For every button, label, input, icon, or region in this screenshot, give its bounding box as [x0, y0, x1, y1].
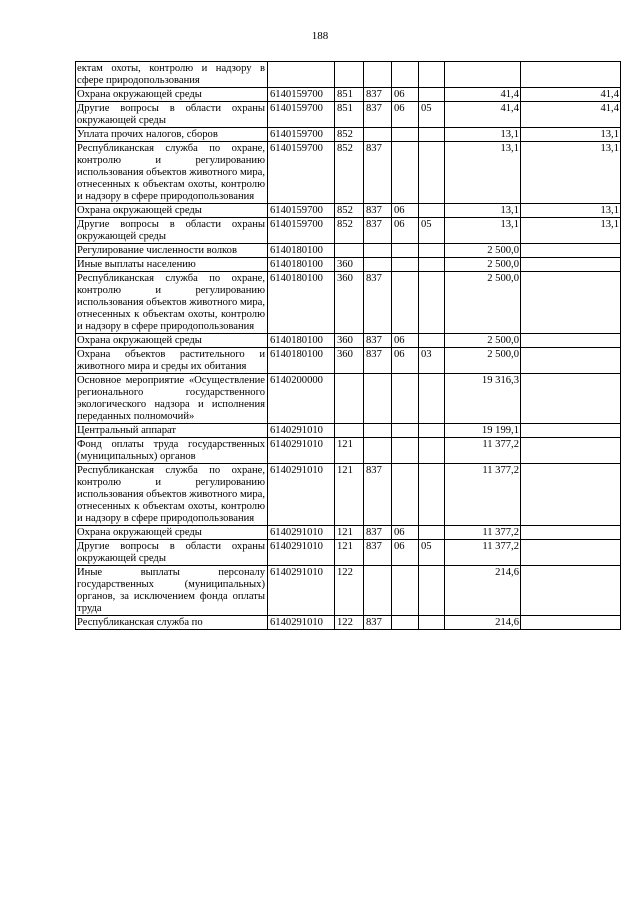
- ministry-code: [364, 258, 392, 272]
- subsection-code: [419, 258, 445, 272]
- target-code: 6140291010: [268, 616, 335, 630]
- section-code: [392, 464, 419, 526]
- amount-year-2: [521, 334, 621, 348]
- target-code: 6140159700: [268, 88, 335, 102]
- row-name: Республиканская служба по охране, контролю и регулированию использования объектов животного мира, отнесенных к объектам охоты, контролю и надзору в сфере природопользования: [76, 142, 268, 204]
- row-name: Фонд оплаты труда государственных (муниципальных) органов: [76, 438, 268, 464]
- subsection-code: [419, 464, 445, 526]
- section-code: [392, 258, 419, 272]
- amount-year-2: 13,1: [521, 142, 621, 204]
- section-code: 06: [392, 334, 419, 348]
- ministry-code: 837: [364, 464, 392, 526]
- table-row: [76, 374, 621, 424]
- amount-year-1: 2 500,0: [445, 244, 521, 258]
- section-code: 06: [392, 218, 419, 244]
- amount-year-2: [521, 374, 621, 424]
- amount-year-2: [521, 540, 621, 566]
- amount-year-1: 2 500,0: [445, 258, 521, 272]
- expense-type: 852: [335, 204, 364, 218]
- budget-table: [75, 61, 621, 630]
- ministry-code: 837: [364, 334, 392, 348]
- amount-year-1: 13,1: [445, 218, 521, 244]
- target-code: [268, 62, 335, 88]
- subsection-code: [419, 616, 445, 630]
- amount-year-2: [521, 258, 621, 272]
- expense-type: 360: [335, 272, 364, 334]
- expense-type: 360: [335, 348, 364, 374]
- ministry-code: 837: [364, 348, 392, 374]
- subsection-code: 05: [419, 540, 445, 566]
- target-code: 6140159700: [268, 128, 335, 142]
- row-name: Охрана окружающей среды: [76, 88, 268, 102]
- table-body: [76, 62, 621, 630]
- amount-year-1: 41,4: [445, 102, 521, 128]
- row-name: Иные выплаты населению: [76, 258, 268, 272]
- amount-year-1: 13,1: [445, 204, 521, 218]
- expense-type: 122: [335, 566, 364, 616]
- target-code: 6140159700: [268, 218, 335, 244]
- target-code: 6140180100: [268, 348, 335, 374]
- expense-type: 852: [335, 142, 364, 204]
- ministry-code: [364, 566, 392, 616]
- target-code: 6140291010: [268, 424, 335, 438]
- amount-year-1: 41,4: [445, 88, 521, 102]
- expense-type: [335, 244, 364, 258]
- target-code: 6140200000: [268, 374, 335, 424]
- table-row: [76, 464, 621, 526]
- expense-type: 852: [335, 218, 364, 244]
- subsection-code: [419, 438, 445, 464]
- target-code: 6140291010: [268, 438, 335, 464]
- section-code: 06: [392, 88, 419, 102]
- table-row: [76, 102, 621, 128]
- row-name: Республиканская служба по охране, контролю и регулированию использования объектов животного мира, отнесенных к объектам охоты, контролю и надзору в сфере природопользования: [76, 464, 268, 526]
- row-name: Другие вопросы в области охраны окружающей среды: [76, 102, 268, 128]
- amount-year-2: [521, 464, 621, 526]
- amount-year-1: 2 500,0: [445, 348, 521, 374]
- expense-type: 121: [335, 438, 364, 464]
- row-name: Республиканская служба по охране, контролю и регулированию использования объектов животного мира, отнесенных к объектам охоты, контролю и надзору в сфере природопользования: [76, 272, 268, 334]
- amount-year-2: [521, 348, 621, 374]
- amount-year-1: 11 377,2: [445, 438, 521, 464]
- ministry-code: [364, 128, 392, 142]
- amount-year-2: 41,4: [521, 102, 621, 128]
- table-row: [76, 526, 621, 540]
- target-code: 6140291010: [268, 540, 335, 566]
- ministry-code: 837: [364, 218, 392, 244]
- table-row: [76, 244, 621, 258]
- table-row: [76, 424, 621, 438]
- amount-year-2: [521, 272, 621, 334]
- target-code: 6140180100: [268, 272, 335, 334]
- table-row: [76, 348, 621, 374]
- section-code: [392, 142, 419, 204]
- target-code: 6140291010: [268, 566, 335, 616]
- expense-type: 121: [335, 526, 364, 540]
- subsection-code: [419, 244, 445, 258]
- ministry-code: 837: [364, 616, 392, 630]
- row-name: Охрана объектов растительного и животного мира и среды их обитания: [76, 348, 268, 374]
- amount-year-2: 13,1: [521, 128, 621, 142]
- section-code: [392, 62, 419, 88]
- amount-year-2: [521, 244, 621, 258]
- section-code: [392, 438, 419, 464]
- amount-year-1: 2 500,0: [445, 272, 521, 334]
- ministry-code: [364, 438, 392, 464]
- amount-year-1: 19 316,3: [445, 374, 521, 424]
- subsection-code: [419, 204, 445, 218]
- ministry-code: 837: [364, 88, 392, 102]
- ministry-code: [364, 244, 392, 258]
- amount-year-2: [521, 566, 621, 616]
- row-name: Охрана окружающей среды: [76, 204, 268, 218]
- row-name: Основное мероприятие «Осуществление регионального государственного экологического надзора и исполнения переданных полномочий»: [76, 374, 268, 424]
- subsection-code: [419, 128, 445, 142]
- subsection-code: [419, 272, 445, 334]
- expense-type: 360: [335, 334, 364, 348]
- subsection-code: 03: [419, 348, 445, 374]
- section-code: 06: [392, 102, 419, 128]
- expense-type: 852: [335, 128, 364, 142]
- expense-type: 121: [335, 540, 364, 566]
- expense-type: 360: [335, 258, 364, 272]
- amount-year-1: [445, 62, 521, 88]
- target-code: 6140159700: [268, 142, 335, 204]
- expense-type: 122: [335, 616, 364, 630]
- ministry-code: 837: [364, 204, 392, 218]
- target-code: 6140159700: [268, 204, 335, 218]
- section-code: [392, 272, 419, 334]
- subsection-code: 05: [419, 218, 445, 244]
- row-name: Другие вопросы в области охраны окружающей среды: [76, 218, 268, 244]
- target-code: 6140180100: [268, 258, 335, 272]
- ministry-code: [364, 374, 392, 424]
- row-name: Регулирование численности волков: [76, 244, 268, 258]
- amount-year-2: 13,1: [521, 204, 621, 218]
- target-code: 6140291010: [268, 464, 335, 526]
- amount-year-2: [521, 438, 621, 464]
- row-name: Центральный аппарат: [76, 424, 268, 438]
- ministry-code: 837: [364, 102, 392, 128]
- amount-year-2: 13,1: [521, 218, 621, 244]
- ministry-code: [364, 424, 392, 438]
- expense-type: [335, 62, 364, 88]
- row-name: ектам охоты, контролю и надзору в сфере природопользования: [76, 62, 268, 88]
- amount-year-1: 13,1: [445, 142, 521, 204]
- table-row: [76, 540, 621, 566]
- subsection-code: [419, 88, 445, 102]
- section-code: [392, 424, 419, 438]
- expense-type: 121: [335, 464, 364, 526]
- section-code: [392, 616, 419, 630]
- amount-year-1: 11 377,2: [445, 540, 521, 566]
- table-row: [76, 438, 621, 464]
- ministry-code: 837: [364, 142, 392, 204]
- amount-year-2: [521, 424, 621, 438]
- ministry-code: [364, 62, 392, 88]
- section-code: [392, 128, 419, 142]
- table-row: [76, 88, 621, 102]
- amount-year-2: [521, 526, 621, 540]
- ministry-code: 837: [364, 272, 392, 334]
- table-row: [76, 566, 621, 616]
- section-code: [392, 374, 419, 424]
- expense-type: [335, 424, 364, 438]
- row-name: Охрана окружающей среды: [76, 526, 268, 540]
- table-row: [76, 128, 621, 142]
- section-code: [392, 244, 419, 258]
- table-row: [76, 334, 621, 348]
- section-code: 06: [392, 348, 419, 374]
- table-row: [76, 272, 621, 334]
- amount-year-1: 214,6: [445, 566, 521, 616]
- subsection-code: [419, 62, 445, 88]
- target-code: 6140159700: [268, 102, 335, 128]
- ministry-code: 837: [364, 526, 392, 540]
- row-name: Республиканская служба по: [76, 616, 268, 630]
- section-code: [392, 566, 419, 616]
- amount-year-1: 13,1: [445, 128, 521, 142]
- table-row: [76, 218, 621, 244]
- subsection-code: 05: [419, 102, 445, 128]
- amount-year-1: 214,6: [445, 616, 521, 630]
- page-number: 188: [311, 30, 329, 42]
- subsection-code: [419, 334, 445, 348]
- row-name: Уплата прочих налогов, сборов: [76, 128, 268, 142]
- amount-year-2: 41,4: [521, 88, 621, 102]
- table-row: [76, 616, 621, 630]
- section-code: 06: [392, 526, 419, 540]
- amount-year-1: 11 377,2: [445, 526, 521, 540]
- ministry-code: 837: [364, 540, 392, 566]
- section-code: 06: [392, 540, 419, 566]
- target-code: 6140291010: [268, 526, 335, 540]
- section-code: 06: [392, 204, 419, 218]
- table-row: [76, 142, 621, 204]
- expense-type: 851: [335, 102, 364, 128]
- amount-year-1: 19 199,1: [445, 424, 521, 438]
- amount-year-1: 2 500,0: [445, 334, 521, 348]
- subsection-code: [419, 566, 445, 616]
- amount-year-2: [521, 616, 621, 630]
- amount-year-1: 11 377,2: [445, 464, 521, 526]
- table-row: [76, 258, 621, 272]
- subsection-code: [419, 526, 445, 540]
- table-row: [76, 204, 621, 218]
- row-name: Охрана окружающей среды: [76, 334, 268, 348]
- subsection-code: [419, 142, 445, 204]
- expense-type: [335, 374, 364, 424]
- target-code: 6140180100: [268, 334, 335, 348]
- amount-year-2: [521, 62, 621, 88]
- row-name: Другие вопросы в области охраны окружающей среды: [76, 540, 268, 566]
- row-name: Иные выплаты персоналу государственных (муниципальных) органов, за исключением фонда оплаты труда: [76, 566, 268, 616]
- expense-type: 851: [335, 88, 364, 102]
- subsection-code: [419, 424, 445, 438]
- target-code: 6140180100: [268, 244, 335, 258]
- subsection-code: [419, 374, 445, 424]
- table-row: [76, 62, 621, 88]
